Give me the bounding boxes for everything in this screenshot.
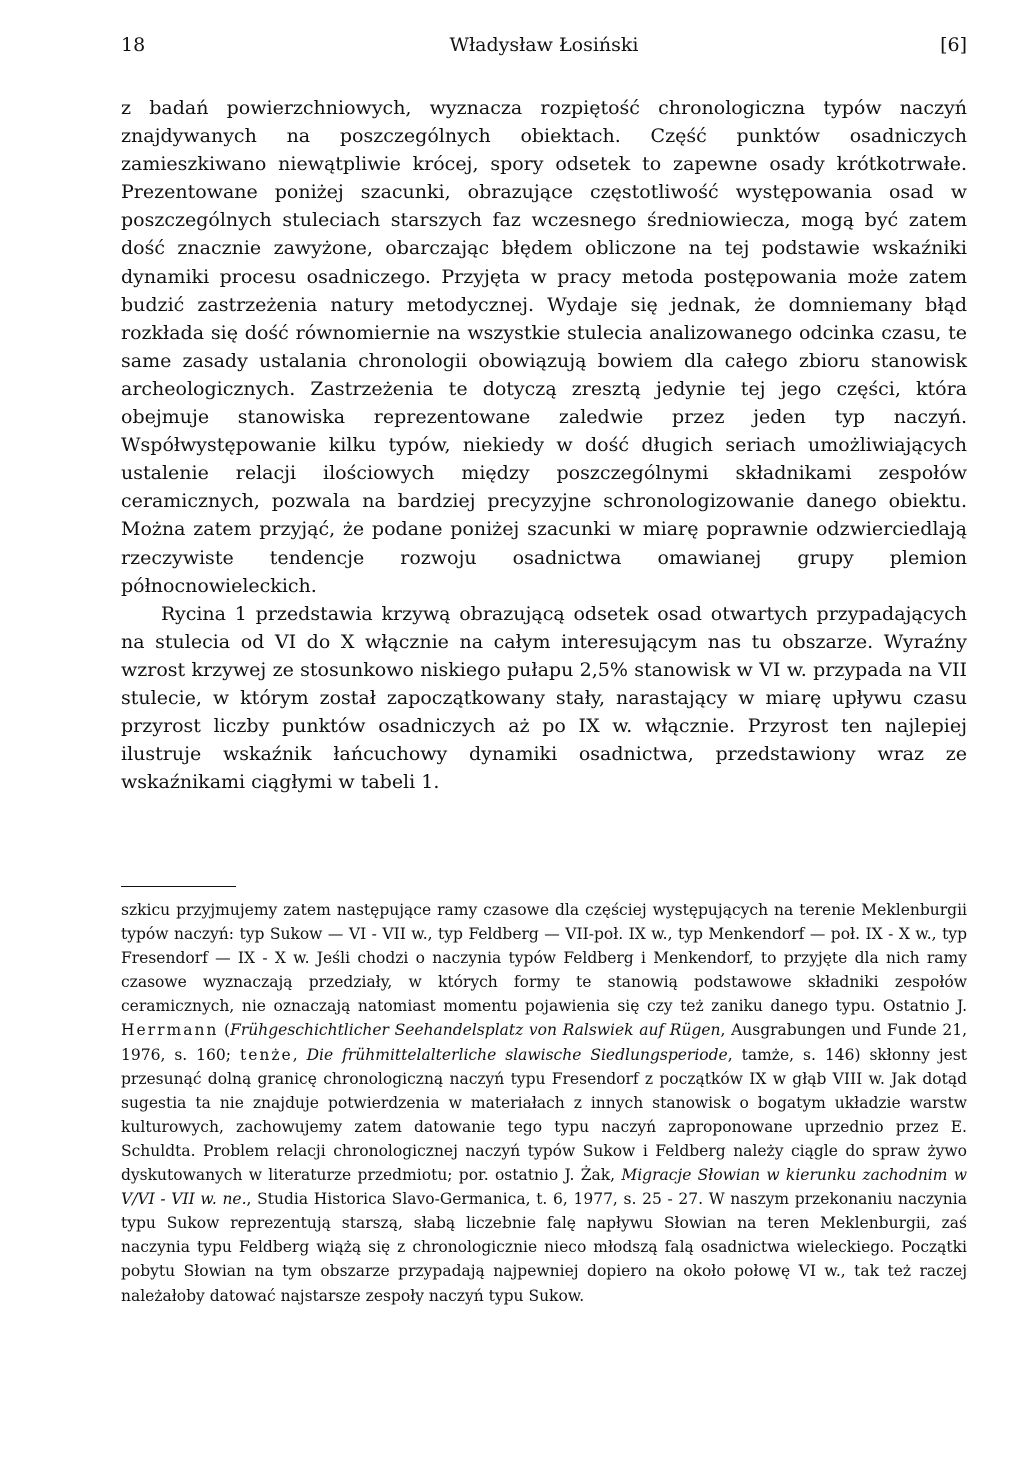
- footnote-part-3: , Ausgrabungen und Funde 21, 1976, s. 160;: [121, 1021, 967, 1064]
- main-text: [121, 94, 967, 796]
- footnote-title-migracje: Migracje Słowian w kierunku zachodnim w V/VI - VII w. ne.: [121, 1166, 967, 1209]
- footnote-title-siedlungsperiode: Die frühmittelalterliche slawische Siedlungsperiode: [306, 1045, 728, 1064]
- footnote-part-6: , Studia Historica Slavo-Germanica, t. 6, 1977, s. 25 - 27. W naszym przekonaniu naczynia typu Sukow reprezentują starszą, słabą liczebnie falę napływu Słowian na teren Meklenburgii, zaś naczynia typu Feldberg wiążą się z chronologicznie nieco młodszą falą osadnictwa wieleckiego. Początki pobytu Słowian na tym obszarze przypadają najpewniej dopiero na około połowę VI w., tak też raczej należałoby datować najstarsze zespoły naczyń typu Sukow.: [121, 1190, 967, 1305]
- footnote: [121, 898, 967, 1308]
- footnote-author-herrmann: Herrmann: [121, 1021, 219, 1040]
- paragraph-1: z badań powierzchniowych, wyznacza rozpiętość chronologiczna typów naczyń znajdywanych na poszczególnych obiektach. Część punktów osadniczych zamieszkiwano niewątpliwie krócej, spory odsetek to zapewne osady krótkotrwałe. Prezentowane poniżej szacunki, obrazujące częstotliwość występowania osad w poszczególnych stuleciach starszych faz wczesnego średniowiecza, mogą być zatem dość znacznie zawyżone, obarczając błędem obliczone na tej podstawie wskaźniki dynamiki procesu osadniczego. Przyjęta w pracy metoda postępowania może zatem budzić zastrzeżenia natury metodycznej. Wydaje się jednak, że domniemany błąd rozkłada się dość równomiernie na wszystkie stulecia analizowanego odcinka czasu, te same zasady ustalania chronologii obowiązują bowiem dla całego zbioru stanowisk archeologicznych. Zastrzeżenia te dotyczą zresztą jedynie tej jego części, która obejmuje stanowiska reprezentowane zaledwie przez jeden typ naczyń. Współwystępowanie kilku typów, niekiedy w dość długich seriach umożliwiających ustalenie relacji ilościowych między poszczególnymi składnikami zespołów ceramicznych, pozwala na bardziej precyzyjne schronologizowanie danego obiektu. Można zatem przyjąć, że podane poniżej szacunki w miarę poprawnie odzwierciedlają rzeczywiste tendencje rozwoju osadnictwa omawianej grupy plemion północnowieleckich.: [121, 97, 967, 597]
- footnote-part-1: szkicu przyjmujemy zatem następujące ramy czasowe dla częściej występujących na terenie Meklenburgii typów naczyń: typ Sukow — VI - VII w., typ Feldberg — VII-poł. IX w., typ Menkendorf — poł. IX - X w., typ Fresendorf — IX - X w. Jeśli chodzi o naczynia typów Feldberg i Menkendorf, to przyjęte dla nich ramy czasowe wyznaczają przedziały, w których formy te stanowią podstawowe składniki zespołów ceramicznych, nie oznaczają natomiast momentu pojawienia się czy też zaniku danego typu. Ostatnio J.: [121, 901, 967, 1016]
- footnote-part-4: ,: [292, 1045, 307, 1064]
- footnote-part-2: (: [218, 1021, 231, 1040]
- section-marker: [6]: [940, 34, 967, 56]
- page-number: 18: [121, 34, 146, 56]
- footnote-part-5: , tamże, s. 146) skłonny jest przesunąć dolną granicę chronologiczną naczyń typu Fresendorf z początków IX w głąb VIII w. Jak dotąd sugestia ta nie znajduje potwierdzenia w materiałach z innych stanowisk o bogatym układzie warstw kulturowych, zachowujemy zatem datowanie tego typu naczyń zaproponowane uprzednio przez E. Schuldta. Problem relacji chronologicznej naczyń typów Sukow i Feldberg należy ciągle do spraw żywo dyskutowanych w literaturze przedmiotu; por. ostatnio J. Żak,: [121, 1045, 968, 1185]
- footnote-author-tenze: tenże: [239, 1045, 293, 1064]
- paragraph-2: Rycina 1 przedstawia krzywą obrazującą odsetek osad otwartych przypadających na stulecia od VI do X włącznie na całym interesującym nas tu obszarze. Wyraźny wzrost krzywej ze stosunkowo niskiego pułapu 2,5% stanowisk w VI w. przypada na VII stulecie, w którym został zapoczątkowany stały, narastający w miarę upływu czasu przyrost liczby punktów osadniczych aż po IX w. włącznie. Przyrost ten najlepiej ilustruje wskaźnik łańcuchowy dynamiki osadnictwa, przedstawiony wraz ze wskaźnikami ciągłymi w tabeli 1.: [121, 602, 967, 794]
- footnote-separator: [121, 886, 236, 887]
- running-header: [121, 34, 967, 60]
- footnote-title-ralswiek: Frühgeschichtlicher Seehandelsplatz von Ralswiek auf Rügen: [230, 1021, 721, 1040]
- running-title: Władysław Łosiński: [449, 34, 639, 56]
- footnote-text: [121, 898, 967, 1308]
